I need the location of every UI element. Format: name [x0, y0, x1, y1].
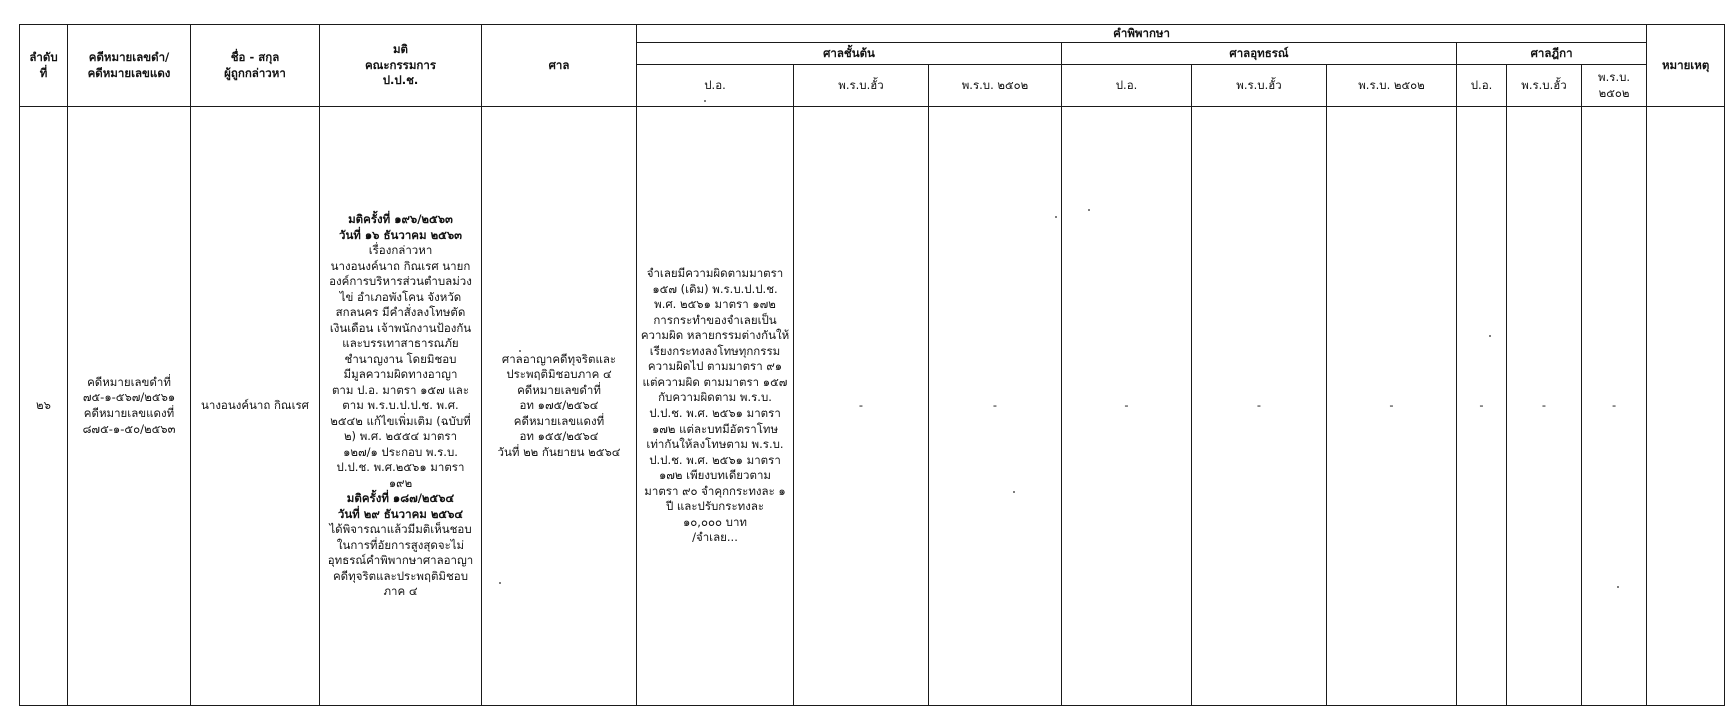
header-first-prb-2502: พ.ร.บ. ๒๕๐๒ — [929, 65, 1062, 107]
first-court-verdict-line: ป.ป.ช. พ.ศ. ๒๕๖๑ มาตรา — [649, 452, 781, 467]
resolution-line: คดีทุจริตและประพฤติมิชอบ — [332, 568, 469, 583]
resolution-line: องค์การบริหารส่วนตำบลม่วง — [329, 274, 472, 289]
first-court-prb-2502-cell: - — [929, 107, 1062, 706]
appeal-po-cell: - — [1062, 107, 1192, 706]
court-line: อท ๑๕๕/๒๕๖๔ — [519, 429, 599, 444]
header-first-court: ศาลชั้นต้น — [637, 43, 1062, 65]
first-court-po-cell — [637, 107, 794, 706]
first-court-verdict-line: ความผิด หลายกรรมต่างกันให้ — [640, 328, 790, 343]
header-supreme-prb-2502-line-2: ๒๕๐๒ — [1598, 85, 1630, 100]
header-remarks: หมายเหตุ — [1647, 25, 1725, 107]
case-number-cell — [68, 107, 191, 706]
court-line: คดีหมายเลขดำที่ — [517, 382, 601, 397]
resolution-line: เรื่องกล่าวหา — [368, 243, 433, 258]
appeal-prb-2502-cell: - — [1327, 107, 1457, 706]
first-court-verdict-line: กับความผิดตาม พ.ร.บ. — [658, 390, 772, 405]
case-number-line: ๘๗๕-๑-๕๐/๒๕๖๓ — [82, 421, 176, 436]
first-court-verdict-line: มาตรา ๙๐ จำคุกกระทงละ ๑ — [644, 483, 786, 498]
row-number: ๒๖ — [20, 107, 68, 706]
resolution-line: ป.ป.ช. พ.ศ.๒๕๖๑ มาตรา — [336, 460, 465, 475]
header-supreme-prb-2502-line-1: พ.ร.บ. — [1598, 69, 1631, 84]
court-line: วันที่ ๒๒ กันยายน ๒๕๖๔ — [497, 444, 621, 459]
scan-speck — [519, 350, 521, 352]
supreme-po-cell: - — [1457, 107, 1507, 706]
accused-name-cell: นางอนงค์นาถ กิณเรศ — [191, 107, 320, 706]
first-court-verdict-line: เท่ากันให้ลงโทษตาม พ.ร.บ. — [646, 437, 784, 452]
header-resolution-line-1: มติ — [392, 42, 409, 57]
header-first-prb-collusion: พ.ร.บ.ฮั้ว — [794, 65, 929, 107]
resolution-line: ๑๒๗/๑ ประกอบ พ.ร.บ. — [343, 444, 458, 459]
case-number-line: ๗๕-๑-๕๖๗/๒๕๖๑ — [82, 390, 176, 405]
scan-speck — [1013, 491, 1015, 493]
header-accused — [191, 25, 320, 107]
resolution-line: มติครั้งที่ ๑๘๗/๒๕๖๔ — [346, 491, 455, 506]
court-cell — [482, 107, 637, 706]
resolution-line: อุทธรณ์คำพิพากษาศาลอาญา — [327, 553, 474, 568]
header-appeal-prb-collusion: พ.ร.บ.ฮั้ว — [1192, 65, 1327, 107]
scan-speck — [1489, 335, 1491, 337]
remarks-cell — [1647, 107, 1725, 706]
scan-speck — [499, 582, 501, 584]
header-case-line-2: คดีหมายเลขแดง — [87, 65, 171, 80]
resolution-line: ภาค ๔ — [383, 584, 418, 599]
first-court-prb-collusion-cell: - — [794, 107, 929, 706]
header-first-po: ป.อ. — [637, 65, 794, 107]
header-appeal-po: ป.อ. — [1062, 65, 1192, 107]
first-court-verdict-line: ๑๕๗ (เดิม) พ.ร.บ.ป.ป.ช. — [652, 281, 778, 296]
scan-speck — [1055, 216, 1057, 218]
court-line: ศาลอาญาคดีทุจริตและ — [501, 351, 617, 366]
header-no — [20, 25, 68, 107]
supreme-prb-collusion-cell: - — [1507, 107, 1582, 706]
resolution-line: เงินเดือน เจ้าพนักงานป้องกัน — [329, 320, 472, 335]
resolution-line: วันที่ ๑๖ ธันวาคม ๒๕๖๓ — [338, 227, 463, 242]
first-court-verdict-line: จำเลยมีความผิดตามมาตรา — [646, 266, 784, 281]
court-line: คดีหมายเลขแดงที่ — [513, 413, 605, 428]
header-supreme-po: ป.อ. — [1457, 65, 1507, 107]
resolution-line: วันที่ ๒๙ ธันวาคม ๒๕๖๔ — [337, 506, 464, 521]
resolution-line: ๒) พ.ศ. ๒๕๕๔ มาตรา — [343, 429, 458, 444]
resolution-line: ในการที่อัยการสูงสุดจะไม่ — [336, 537, 465, 552]
header-case-line-1: คดีหมายเลขดำ/ — [88, 49, 170, 64]
scan-speck — [1617, 586, 1619, 588]
first-court-verdict-line: แต่ความผิด ตามมาตรา ๑๕๗ — [642, 374, 788, 389]
header-verdict: คำพิพากษา — [637, 25, 1647, 43]
resolution-line: ๑๙๒ — [388, 475, 413, 490]
scan-speck — [1088, 209, 1090, 211]
header-resolution-line-3: ป.ป.ช. — [382, 73, 419, 88]
court-line: ประพฤติมิชอบภาค ๔ — [506, 367, 612, 382]
court-line: อท ๑๗๕/๒๕๖๔ — [519, 398, 599, 413]
first-court-verdict-line: ๑๐,๐๐๐ บาท — [682, 514, 748, 529]
header-appeal-prb-2502: พ.ร.บ. ๒๕๐๒ — [1327, 65, 1457, 107]
case-number-line: คดีหมายเลขดำที่ — [87, 374, 171, 389]
header-no-line-2: ที่ — [39, 65, 48, 80]
resolution-line: มีมูลความผิดทางอาญา — [343, 367, 458, 382]
verdict-table — [19, 24, 1725, 706]
scan-speck — [704, 100, 706, 102]
header-resolution-line-2: คณะกรรมการ — [364, 57, 437, 72]
supreme-prb-2502-cell: - — [1582, 107, 1647, 706]
first-court-verdict-line: เรียงกระทงลงโทษทุกกรรม — [649, 343, 781, 358]
resolution-line: ตาม ป.อ. มาตรา ๑๕๗ และ — [331, 382, 470, 397]
resolution-line: นางอนงค์นาถ กิณเรศ นายก — [330, 258, 471, 273]
resolution-line: ได้พิจารณาแล้วมีมติเห็นชอบ — [329, 522, 472, 537]
first-court-verdict-line: พ.ศ. ๒๕๖๑ มาตรา ๑๗๒ — [654, 297, 776, 312]
first-court-verdict-line: การกระทำของจำเลยเป็น — [653, 312, 777, 327]
header-case-number — [68, 25, 191, 107]
appeal-prb-collusion-cell: - — [1192, 107, 1327, 706]
first-court-verdict-line: ป.ป.ช. พ.ศ. ๒๕๖๑ มาตรา — [649, 406, 781, 420]
resolution-line: ๒๕๔๒ แก้ไขเพิ่มเติม (ฉบับที่ — [330, 413, 471, 428]
resolution-line: มติครั้งที่ ๑๙๖/๒๕๖๓ — [348, 212, 453, 227]
header-resolution — [320, 25, 482, 107]
header-appeal-court: ศาลอุทธรณ์ — [1062, 43, 1457, 65]
first-court-verdict-line: ความผิดไป ตามมาตรา ๙๑ — [647, 359, 783, 374]
header-accused-line-1: ชื่อ - สกุล — [230, 49, 280, 64]
first-court-verdict-line: /จำเลย... — [692, 530, 738, 545]
resolution-line: ตาม พ.ร.บ.ป.ป.ช. พ.ศ. — [342, 398, 459, 413]
first-court-verdict-line: ๑๗๒ แต่ละบทมีอัตราโทษ — [651, 421, 779, 436]
header-supreme-prb-2502 — [1582, 65, 1647, 107]
resolution-cell — [320, 107, 482, 706]
case-number-line: คดีหมายเลขแดงที่ — [83, 406, 175, 420]
header-no-line-1: ลำดับ — [29, 49, 58, 64]
resolution-line: สกลนคร มีคำสั่งลงโทษตัด — [335, 305, 466, 320]
header-court: ศาล — [482, 25, 637, 107]
header-supreme-court: ศาลฎีกา — [1457, 43, 1647, 65]
first-court-verdict-line: ๑๗๒ เพียงบทเดียวตาม — [658, 468, 772, 483]
header-accused-line-2: ผู้ถูกกล่าวหา — [224, 65, 286, 80]
header-supreme-prb-collusion: พ.ร.บ.ฮั้ว — [1507, 65, 1582, 107]
resolution-line: ไข่ อำเภอพังโคน จังหวัด — [339, 289, 462, 304]
resolution-line: ชำนาญงาน โดยมิชอบ — [344, 351, 457, 366]
first-court-verdict-line: ปี และปรับกระทงละ — [665, 499, 765, 514]
resolution-line: และบรรเทาสาธารณภัย — [342, 336, 459, 351]
